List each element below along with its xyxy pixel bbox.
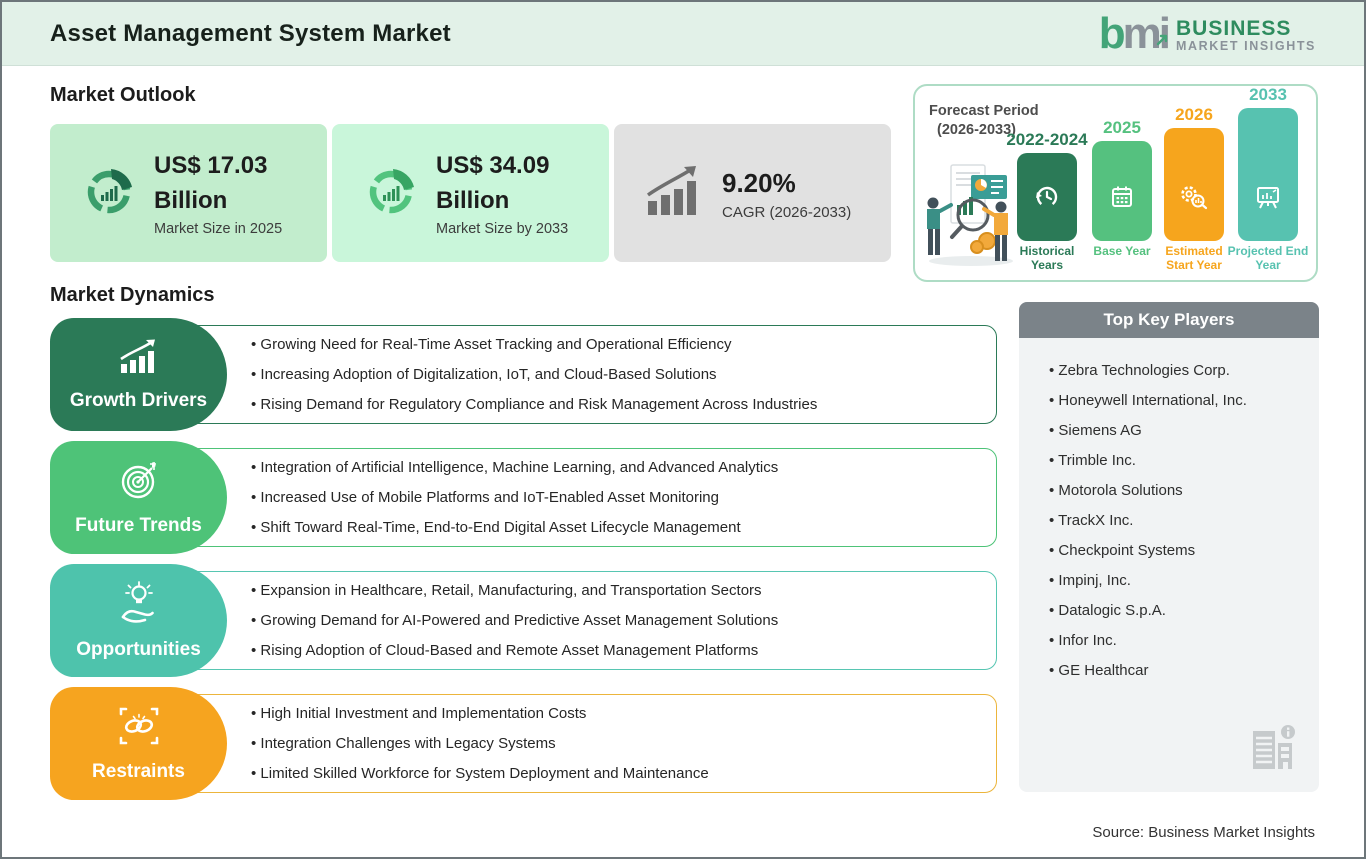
- bullet-item: • High Initial Investment and Implementation Costs: [251, 705, 996, 722]
- dynamics-label-text: Growth Drivers: [69, 389, 208, 411]
- gear-chart-icon: [1180, 184, 1208, 215]
- player-item: • Datalogic S.p.A.: [1049, 602, 1305, 619]
- bullet-item: • Rising Adoption of Cloud-Based and Remote Asset Management Platforms: [251, 642, 996, 659]
- stat-label: Market Size in 2025: [154, 221, 283, 238]
- dynamics-content-box: [134, 571, 997, 670]
- dynamics-row-opportunities: [50, 564, 997, 677]
- logo-line1: BUSINESS: [1176, 17, 1292, 41]
- stat-cards: [50, 124, 891, 262]
- dynamics-label-growth-drivers: [50, 318, 227, 431]
- target-icon: [118, 459, 160, 506]
- dynamics-label-restraints: [50, 687, 227, 800]
- bullet-item: • Growing Demand for AI-Powered and Predictive Asset Management Solutions: [251, 612, 996, 629]
- bullet-item: • Limited Skilled Workforce for System Deployment and Maintenance: [251, 765, 996, 782]
- player-item: • Zebra Technologies Corp.: [1049, 362, 1305, 379]
- stat-card-text: [154, 149, 282, 238]
- forecast-bar-projected-end: [1227, 85, 1309, 272]
- forecast-bar-base-year: [1092, 118, 1152, 258]
- forecast-bar-estimated-start: [1164, 105, 1224, 272]
- stat-value: US$ 17.03 Billion: [154, 151, 268, 214]
- dynamics-label-text: Future Trends: [75, 514, 202, 536]
- dynamics-label-future-trends: [50, 441, 227, 554]
- dynamics-content-box: [134, 325, 997, 424]
- player-item: • TrackX Inc.: [1049, 512, 1305, 529]
- player-item: • Motorola Solutions: [1049, 482, 1305, 499]
- donut-chart-icon: [80, 162, 138, 225]
- key-players-panel: [1019, 302, 1319, 792]
- bullet-item: • Integration Challenges with Legacy Systems: [251, 735, 996, 752]
- stat-card-market-size-2033: [332, 124, 609, 262]
- donut-chart-icon: [362, 162, 420, 225]
- stat-card-cagr: [614, 124, 891, 262]
- logo-letter-m: m: [1122, 9, 1159, 58]
- header: [2, 2, 1364, 66]
- stat-value: 9.20%: [722, 167, 796, 198]
- stat-value: US$ 34.09 Billion: [436, 151, 550, 214]
- growth-bars-icon: [117, 338, 161, 381]
- bullet-item: • Integration of Artificial Intelligence, Machine Learning, and Advanced Analytics: [251, 459, 996, 476]
- forecast-period-panel: [913, 84, 1318, 282]
- dynamics-content-box: [134, 694, 997, 793]
- bmi-logo: [1099, 10, 1316, 58]
- buildings-icon: [1247, 723, 1297, 776]
- dynamics-label-opportunities: [50, 564, 227, 677]
- dynamics-row-growth-drivers: [50, 318, 997, 431]
- bar-year-label: 2025: [1103, 118, 1141, 137]
- player-item: • Siemens AG: [1049, 422, 1305, 439]
- market-outlook-heading: Market Outlook: [50, 84, 196, 106]
- bmi-logo-mark: [1099, 10, 1168, 58]
- stat-card-market-size-2025: [50, 124, 327, 262]
- source-attribution: Source: Business Market Insights: [1092, 824, 1315, 841]
- dynamics-label-text: Opportunities: [76, 638, 201, 660]
- bullet-item: • Rising Demand for Regulatory Compliance and Risk Management Across Industries: [251, 396, 996, 413]
- bar-year-label: 2033: [1249, 85, 1287, 104]
- chain-brackets-icon: [117, 705, 161, 752]
- forecast-bar-historical: [1006, 130, 1088, 272]
- bullet-item: • Expansion in Healthcare, Retail, Manufacturing, and Transportation Sectors: [251, 582, 996, 599]
- dynamics-label-text: Restraints: [92, 760, 185, 782]
- bullet-item: • Increased Use of Mobile Platforms and IoT-Enabled Asset Monitoring: [251, 489, 996, 506]
- player-item: • Impinj, Inc.: [1049, 572, 1305, 589]
- forecast-title: Forecast Period (2026-2033): [929, 103, 1039, 138]
- market-dynamics-heading: Market Dynamics: [50, 284, 215, 306]
- presentation-icon: [1255, 184, 1281, 215]
- market-dynamics-rows: [50, 318, 997, 810]
- calendar-icon: [1109, 184, 1135, 215]
- history-clock-icon: [1034, 184, 1060, 215]
- bar-year-label: 2022-2024: [1006, 130, 1088, 149]
- stat-card-text: [722, 165, 851, 222]
- bulb-hand-icon: [117, 581, 161, 630]
- growth-bars-icon: [644, 163, 706, 224]
- dynamics-row-restraints: [50, 687, 997, 800]
- bullet-item: • Growing Need for Real-Time Asset Tracking and Operational Efficiency: [251, 336, 996, 353]
- player-item: • GE Healthcar: [1049, 662, 1305, 679]
- bullet-item: • Shift Toward Real-Time, End-to-End Digital Asset Lifecycle Management: [251, 519, 996, 536]
- dynamics-content-box: [134, 448, 997, 547]
- logo-letter-b: b: [1098, 9, 1123, 58]
- bar-bottom-label: Historical Years: [1019, 244, 1075, 272]
- bullet-item: • Increasing Adoption of Digitalization, IoT, and Cloud-Based Solutions: [251, 366, 996, 383]
- bar-bottom-label: Estimated Start Year: [1165, 244, 1223, 272]
- logo-letter-i: i: [1158, 9, 1169, 58]
- player-item: • Honeywell International, Inc.: [1049, 392, 1305, 409]
- player-item: • Checkpoint Systems: [1049, 542, 1305, 559]
- stat-label: Market Size by 2033: [436, 221, 569, 238]
- key-players-list: [1019, 338, 1319, 792]
- key-players-title: Top Key Players: [1019, 302, 1319, 338]
- stat-card-text: [436, 149, 568, 238]
- page-title: Asset Management System Market: [50, 20, 451, 47]
- dynamics-row-future-trends: [50, 441, 997, 554]
- logo-line2: MARKET INSIGHTS: [1176, 39, 1316, 54]
- player-item: • Infor Inc.: [1049, 632, 1305, 649]
- player-item: • Trimble Inc.: [1049, 452, 1305, 469]
- bar-year-label: 2026: [1175, 105, 1213, 124]
- stat-label: CAGR (2026-2033): [722, 204, 852, 222]
- bar-bottom-label: Projected End Year: [1227, 244, 1309, 272]
- logo-arrow-icon: [1156, 8, 1170, 56]
- bar-bottom-label: Base Year: [1093, 244, 1151, 258]
- logo-text: [1176, 14, 1316, 53]
